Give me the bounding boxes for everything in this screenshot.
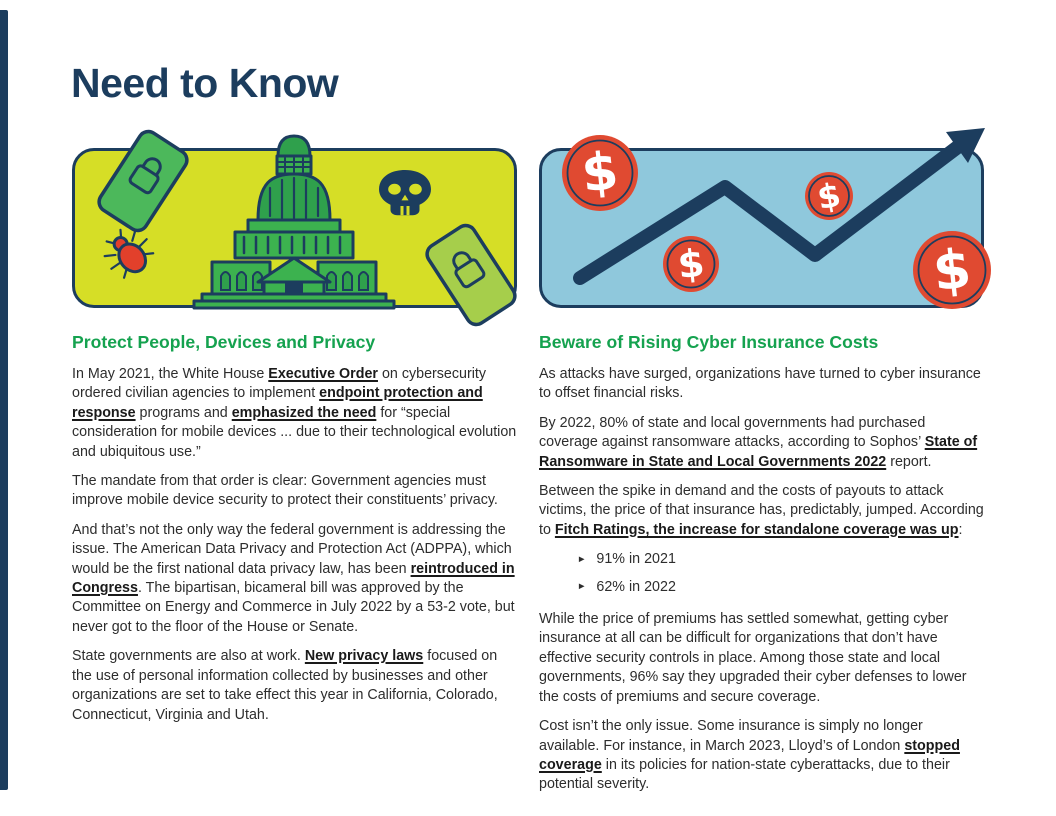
- text-run: As attacks have surged, organizations have turned to cyber insurance to offset financial risks.: [539, 366, 981, 402]
- text-link[interactable]: Fitch Ratings, the increase for standalone coverage was up: [554, 521, 959, 538]
- bullet-marker-icon: ►: [577, 553, 587, 565]
- dollar-coin-icon: [562, 135, 638, 211]
- paragraph: [72, 521, 520, 637]
- text-link[interactable]: State of Ransomware in State and Local Governments 2022: [539, 434, 978, 470]
- text-run: Cost isn’t the only issue. Some insurance is simply no longer available. For instance, in March 2023, Lloyd’s of London: [539, 718, 923, 754]
- text-run: :: [958, 521, 963, 538]
- paragraph: [72, 365, 520, 462]
- text-link[interactable]: reintroduced in Congress: [72, 560, 515, 597]
- paragraph: [539, 365, 987, 404]
- text-run: . The bipartisan, bicameral bill was approved by the Committee on Energy and Commerce in July 2022 by a 53-2 vote, but never got to the floor of the House or Senate.: [72, 580, 515, 635]
- bug-icon: [96, 221, 160, 284]
- bullet-marker-icon: ►: [577, 581, 587, 593]
- insurance-illustration-card: [539, 141, 984, 308]
- dollar-coin-icon: [913, 231, 991, 309]
- section-heading-privacy: Protect People, Devices and Privacy: [72, 332, 376, 352]
- locked-phone-icon: [423, 222, 518, 329]
- insurance-section: [539, 332, 987, 805]
- dollar-sign: $: [930, 236, 974, 304]
- text-run: programs and: [135, 404, 232, 421]
- page-title: Need to Know: [71, 60, 339, 106]
- text-run: report.: [886, 453, 932, 470]
- bullet-text: 62% in 2022: [596, 578, 676, 595]
- locked-phone-icon: [95, 128, 190, 235]
- bullet-item: [577, 550, 987, 570]
- paragraph: [539, 717, 987, 795]
- text-link[interactable]: emphasized the need: [231, 404, 377, 421]
- text-run: State governments are also at work.: [72, 648, 305, 665]
- text-link[interactable]: New privacy laws: [304, 648, 424, 665]
- text-run: Between the spike in demand and the costs of payouts to attack victims, the price of that insurance has, predictably, jumped. According to: [539, 483, 984, 538]
- insurance-illustration: [519, 128, 1004, 333]
- bullet-list: [539, 550, 987, 598]
- dollar-sign: $: [814, 174, 844, 218]
- bullet-text: 91% in 2021: [596, 551, 676, 568]
- privacy-illustration: [52, 128, 537, 333]
- text-run: The mandate from that order is clear: Government agencies must improve mobile device security to protect their constituents’ privacy.: [72, 473, 498, 509]
- dollar-coin-icon: [805, 172, 853, 220]
- text-run: By 2022, 80% of state and local governments had purchased coverage against ransomware attacks, according to Sophos’: [539, 414, 926, 451]
- paragraph: [72, 472, 520, 511]
- text-run: In May 2021, the White House: [72, 366, 269, 382]
- text-link[interactable]: stopped coverage: [539, 737, 960, 773]
- skull-icon: [379, 170, 431, 215]
- text-run: in its policies for nation-state cyberattacks, due to their potential severity.: [539, 756, 950, 793]
- text-run: And that’s not the only way the federal government is addressing the issue. The American Data Privacy and Protection Act (ADPPA), which would be the first national data privacy law, has been: [72, 521, 512, 577]
- text-run: focused on the use of personal information collected by businesses and other organizations are set to take effect this year in California, Colorado, Connecticut, Virginia and Utah.: [72, 648, 498, 723]
- bullet-item: [577, 578, 987, 598]
- paragraph: [539, 610, 987, 707]
- privacy-section: [72, 332, 520, 735]
- text-run: While the price of premiums has settled somewhat, getting cyber insurance at all can be difficult for organizations that don’t have effective security controls in place. Among those state and local governments, 96% say they upgraded their cyber defenses to lower the costs of premiums and secure coverage.: [539, 611, 967, 705]
- text-link[interactable]: endpoint protection and response: [72, 385, 483, 421]
- capitol-building-icon: [194, 136, 394, 308]
- privacy-illustration-card: [72, 148, 517, 308]
- paragraph: [72, 647, 520, 725]
- paragraph: [539, 414, 987, 472]
- paragraph: [539, 482, 987, 540]
- text-run: for “special consideration for mobile devices ... due to their technological evolution and ubiquitous use.”: [72, 404, 517, 460]
- dollar-sign: $: [578, 141, 622, 205]
- dollar-sign: $: [675, 240, 707, 288]
- dollar-coin-icon: [663, 236, 719, 292]
- text-link[interactable]: Executive Order: [268, 366, 378, 382]
- left-edge-accent-bar: [0, 10, 8, 790]
- text-run: on cybersecurity ordered civilian agencies to implement: [72, 366, 487, 402]
- section-heading-insurance: Beware of Rising Cyber Insurance Costs: [539, 332, 879, 352]
